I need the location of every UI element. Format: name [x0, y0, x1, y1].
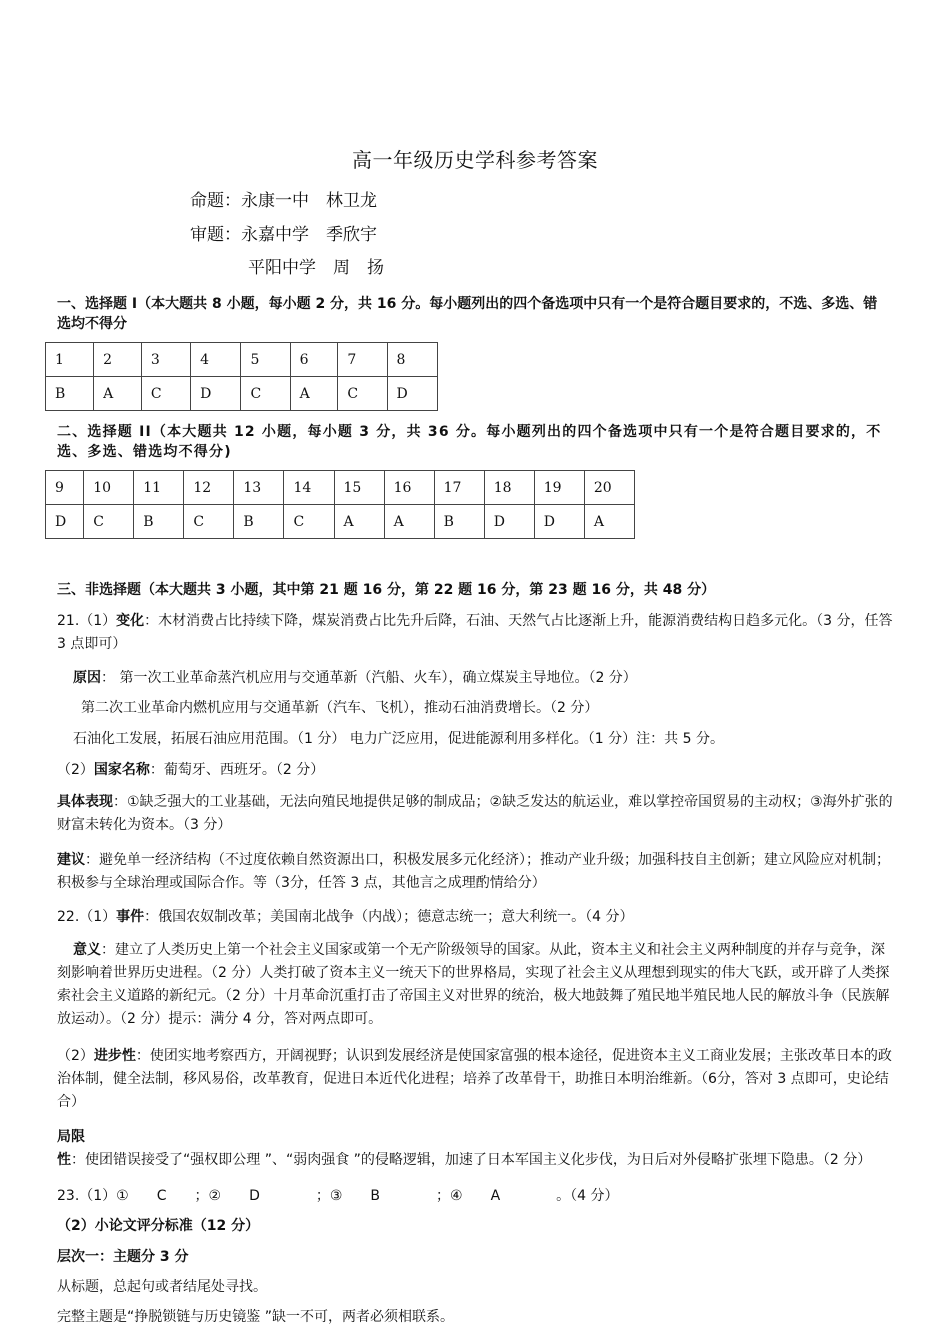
table-cell: 16: [384, 471, 434, 505]
section2-answer-table: [45, 470, 635, 539]
q21-reason: [73, 667, 909, 690]
answer-text: ：①缺乏强大的工业基础，无法向殖民地提供足够的制成品；②缺乏发达的航运业，难以掌控帝国贸易的主动权；③海外扩张的财富未转化为资本。（3 分）: [57, 794, 893, 833]
table-cell: A: [290, 377, 338, 411]
table-cell: 15: [334, 471, 384, 505]
table-cell: 6: [290, 343, 338, 377]
answer-text: ：避免单一经济结构（不过度依赖自然资源出口，积极发展多元化经济）；推动产业升级；加强科技自主创新；建立风险应对机制；积极参与全球治理或国际合作。等（3分，任答 3 点，其他言之成理酌情给分）: [57, 852, 890, 891]
keyword: 事件: [116, 909, 145, 925]
q23-level-one: 层次一：主题分 3 分: [57, 1249, 189, 1265]
reviewer-line-2: [248, 253, 384, 278]
keyword: 意义: [73, 942, 101, 958]
score-note: 。（4 分）: [556, 1188, 619, 1204]
choice-answer: B: [370, 1188, 381, 1204]
table-cell: A: [334, 505, 384, 539]
table-cell: C: [284, 505, 334, 539]
choice-marker: ；②: [194, 1188, 222, 1204]
section1-answer-table: [45, 342, 438, 411]
q23-choices: [57, 1185, 893, 1208]
table-cell: D: [191, 377, 241, 411]
table-cell: 7: [338, 343, 387, 377]
table-cell: 2: [94, 343, 142, 377]
table-cell: B: [134, 505, 184, 539]
section2-heading: 二、选择题 II（本大题共 12 小题，每小题 3 分，共 36 分。每小题列出的四个备选项中只有一个是符合题目要求的，不选、多选、错选均不得分): [57, 424, 882, 460]
table-row-answers: [46, 505, 635, 539]
q22-limitation: [57, 1126, 893, 1172]
reviewer-name-1: 永嘉中学 季欣宇: [241, 225, 377, 245]
section1-heading: 一、选择题 I（本大题共 8 小题，每小题 2 分，共 16 分。每小题列出的四个备选项中只有一个是符合题目要求的，不选、多选、错选均不得分: [57, 296, 878, 332]
table-cell: C: [184, 505, 234, 539]
q21-change: [57, 610, 893, 656]
answer-text: ：木材消费占比持续下降，煤炭消费占比先升后降，石油、天然气占比逐渐上升，能源消费结构日趋多元化。（3 分，任答 3 点即可）: [57, 613, 893, 652]
choice-answer: A: [490, 1188, 501, 1204]
answer-text: ：使团错误接受了“强权即公理 ”、“弱肉强食 ”的侵略逻辑，加速了日本军国主义化步伐，为日后对外侵略扩张埋下隐患。（2 分）: [71, 1152, 872, 1168]
q23-level-one-hint: 从标题，总起句或者结尾处寻找。: [57, 1279, 267, 1295]
table-cell: 3: [141, 343, 190, 377]
keyword: 原因: [73, 670, 101, 686]
q21-performance: [57, 791, 893, 837]
table-cell: C: [84, 505, 134, 539]
table-cell: 19: [534, 471, 584, 505]
table-cell: 10: [84, 471, 134, 505]
keyword: 变化: [116, 613, 145, 629]
table-cell: C: [141, 377, 190, 411]
choice-answer: D: [249, 1188, 260, 1204]
question-number: （2）: [57, 762, 94, 778]
table-row-numbers: [46, 471, 635, 505]
keyword: 国家名称: [93, 762, 150, 778]
table-cell: 14: [284, 471, 334, 505]
table-cell: 13: [234, 471, 284, 505]
reviewer-line: [190, 220, 377, 245]
answer-text: ：建立了人类历史上第一个社会主义国家或第一个无产阶级领导的国家。从此，资本主义和社会主义两种制度的并存与竞争，深刻影响着世界历史进程。（2 分）人类打破了资本主义一统天下的世界格局，实现了社会主义从理想到现实的伟大飞跃，或开辟了人类探索社会主义道路的新纪元。（2 分）十月革命沉重打击了帝国主义对世界的统治，极大地鼓舞了殖民地半殖民地人民的解放斗争（民族解放运动）。（2 分）提示：满分 4 分，答对两点即可。: [57, 942, 890, 1027]
keyword: 进步性: [93, 1048, 136, 1064]
table-cell: 18: [484, 471, 534, 505]
proposer-label: 命题：: [190, 191, 241, 211]
answer-text: ：俄国农奴制改革；美国南北战争（内战）；德意志统一；意大利统一。（4 分）: [144, 909, 634, 925]
table-cell: D: [46, 505, 84, 539]
proposer-name: 永康一中 林卫龙: [241, 191, 377, 211]
table-cell: C: [241, 377, 290, 411]
q21-country: [57, 759, 893, 782]
q22-events: [57, 906, 893, 929]
q22-progress: [57, 1045, 893, 1114]
table-cell: A: [384, 505, 434, 539]
proposer-line: [190, 186, 377, 211]
table-cell: 12: [184, 471, 234, 505]
table-cell: B: [46, 377, 94, 411]
table-cell: C: [338, 377, 387, 411]
table-cell: 1: [46, 343, 94, 377]
table-cell: D: [387, 377, 437, 411]
choice-marker: ；④: [436, 1188, 463, 1204]
table-cell: A: [94, 377, 142, 411]
keyword: 建议: [57, 852, 85, 868]
section3-heading: 三、非选择题（本大题共 3 小题，其中第 21 题 16 分，第 22 题 16 分，第 23 题 16 分，共 48 分）: [57, 582, 716, 598]
table-cell: 11: [134, 471, 184, 505]
table-row-answers: [46, 377, 438, 411]
question-number: （2）: [57, 1048, 94, 1064]
table-cell: 4: [191, 343, 241, 377]
page-title: 高一年级历史学科参考答案: [352, 148, 598, 172]
choice-answer: C: [156, 1188, 167, 1204]
table-cell: 5: [241, 343, 290, 377]
answer-text: ： 第一次工业革命蒸汽机应用与交通革新（汽船、火车），确立煤炭主导地位。（2 分）: [101, 670, 637, 686]
q23-essay-title: （2）小论文评分标准（12 分）: [57, 1218, 260, 1234]
q21-reason-2: 第二次工业革命内燃机应用与交通革新（汽车、飞机），推动石油消费增长。（2 分）: [81, 700, 599, 716]
question-number: 23.（1）: [57, 1188, 117, 1204]
question-number: 21.（1）: [57, 613, 117, 629]
table-cell: 17: [434, 471, 484, 505]
table-row-numbers: [46, 343, 438, 377]
table-cell: B: [234, 505, 284, 539]
table-cell: 8: [387, 343, 437, 377]
question-number: 22.（1）: [57, 909, 117, 925]
q22-significance: [57, 939, 893, 1031]
choice-marker: ；③: [315, 1188, 343, 1204]
answer-text: ：葡萄牙、西班牙。（2 分）: [149, 762, 325, 778]
table-cell: 9: [46, 471, 84, 505]
reviewer-name-2: 平阳中学 周 扬: [248, 258, 384, 278]
reviewer-label: 审题：: [190, 225, 241, 245]
table-cell: D: [484, 505, 534, 539]
answer-text: ：使团实地考察西方，开阔视野；认识到发展经济是使国家富强的根本途径，促进资本主义工商业发展；主张改革日本的政治体制，健全法制，移风易俗，改革教育，促进日本近代化进程；培养了改革骨干，助推日本明治维新。（6分，答对 3 点即可，史论结合）: [57, 1048, 892, 1110]
table-cell: B: [434, 505, 484, 539]
keyword: 局限性: [57, 1129, 85, 1168]
table-cell: 20: [584, 471, 634, 505]
q21-suggestion: [57, 849, 893, 895]
table-cell: A: [584, 505, 634, 539]
table-cell: D: [534, 505, 584, 539]
choice-marker: ①: [116, 1188, 129, 1204]
q21-reason-3: 石油化工发展，拓展石油应用范围。（1 分） 电力广泛应用，促进能源利用多样化。（1 分）注：共 5 分。: [73, 731, 724, 747]
keyword: 具体表现: [57, 794, 113, 810]
q23-level-one-theme: 完整主题是“挣脱锁链与历史镜鉴 ”缺一不可，两者必须相联系。: [57, 1309, 454, 1325]
